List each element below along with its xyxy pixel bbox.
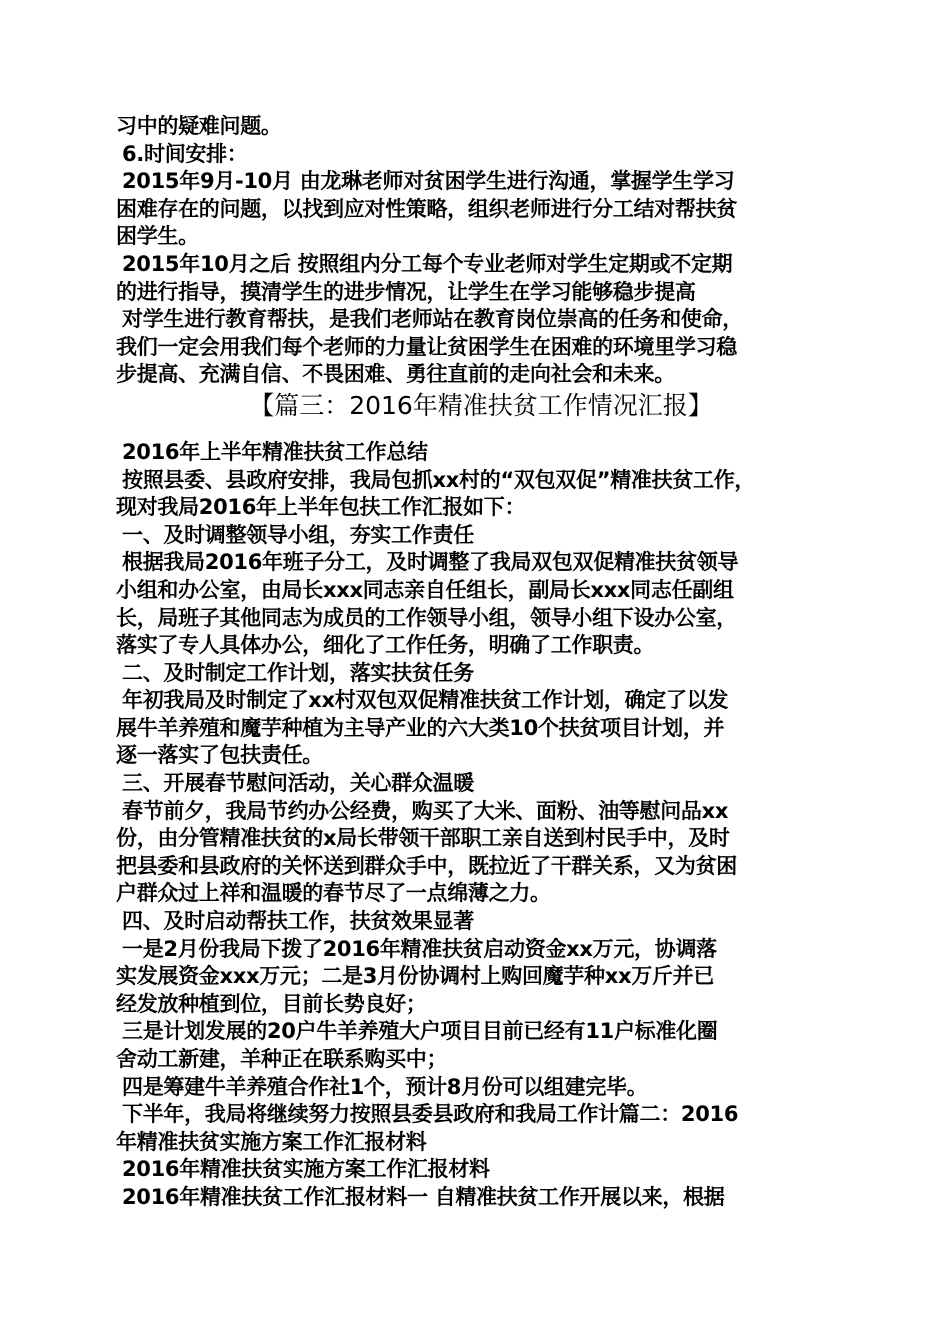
report-line: 展牛羊养殖和魔芋种植为主导产业的六大类10个扶贫项目计划，并 xyxy=(116,715,725,740)
report-line: 按照县委、县政府安排，我局包抓xx村的“双包双促”精准扶贫工作， xyxy=(122,467,756,492)
report-line: 2016年精准扶贫实施方案工作汇报材料 xyxy=(122,1157,490,1182)
report-line: 长，局班子其他同志为成员的工作领导小组，领导小组下设办公室， xyxy=(116,605,737,630)
report-line: 小组和办公室，由局长xxx同志亲自任组长，副局长xxx同志任副组 xyxy=(116,577,734,602)
paragraph-line: 6.时间安排： xyxy=(122,141,248,166)
report-line: 舍动工新建，羊种正在联系购买中； xyxy=(116,1047,448,1071)
paragraph-line: 习中的疑难问题。 xyxy=(116,114,282,138)
report-line: 2016年精准扶贫工作汇报材料一 自精准扶贫工作开展以来，根据 xyxy=(122,1184,725,1209)
paragraph-line: 2015年10月之后 按照组内分工每个专业老师对学生定期或不定期 xyxy=(122,251,733,276)
report-line: 根据我局2016年班子分工，及时调整了我局双包双促精准扶贫领导 xyxy=(122,550,739,575)
report-line: 落实了专人具体办公，细化了工作任务，明确了工作职责。 xyxy=(116,633,655,658)
paragraph-line: 困难存在的问题，以找到应对性策略，组织老师进行分工结对帮扶贫 xyxy=(116,196,737,221)
paragraph-line: 的进行指导，摸清学生的进步情况，让学生在学习能够稳步提高 xyxy=(116,279,696,304)
report-line: 现对我局2016年上半年包扶工作汇报如下： xyxy=(116,495,526,520)
text-block-before xyxy=(116,113,846,389)
report-line: 实发展资金xxx万元；二是3月份协调村上购回魔芋种xx万斤并已 xyxy=(116,964,715,989)
report-line: 2016年上半年精准扶贫工作总结 xyxy=(122,439,428,464)
report-line: 经发放种植到位，目前长势良好； xyxy=(116,991,427,1016)
report-line: 年精准扶贫实施方案工作汇报材料 xyxy=(116,1129,427,1154)
paragraph-line: 对学生进行教育帮扶，是我们老师站在教育岗位崇高的任务和使命， xyxy=(122,307,743,332)
report-line: 春节前夕，我局节约办公经费，购买了大米、面粉、油等慰问品xx xyxy=(122,798,729,823)
report-line: 一、及时调整领导小组，夯实工作责任 xyxy=(122,522,474,547)
document-page xyxy=(116,113,846,1212)
paragraph-line: 步提高、充满自信、不畏困难、勇往直前的走向社会和未来。 xyxy=(116,362,675,387)
report-line: 二、及时制定工作计划，落实扶贫任务 xyxy=(122,660,474,685)
report-line: 份，由分管精准扶贫的x局长带领干部职工亲自送到村民手中，及时 xyxy=(116,826,730,851)
text-block-after xyxy=(116,439,846,1212)
paragraph-line: 2015年9月-10月 由龙琳老师对贫困学生进行沟通，掌握学生学习 xyxy=(122,169,735,194)
report-line: 三是计划发展的20户牛羊养殖大户项目目前已经有11户标准化圈 xyxy=(122,1019,718,1044)
report-line: 四是筹建牛羊养殖合作社1个，预计8月份可以组建完毕。 xyxy=(122,1074,648,1099)
paragraph-line: 我们一定会用我们每个老师的力量让贫困学生在困难的环境里学习稳 xyxy=(116,334,737,359)
report-line: 把县委和县政府的关怀送到群众手中，既拉近了干群关系，又为贫困 xyxy=(116,853,737,878)
report-line: 下半年，我局将继续努力按照县委县政府和我局工作计篇二：2016 xyxy=(122,1102,739,1127)
report-line: 一是2月份我局下拨了2016年精准扶贫启动资金xx万元，协调落 xyxy=(122,936,717,961)
report-line: 年初我局及时制定了xx村双包双促精准扶贫工作计划，确定了以发 xyxy=(122,688,729,713)
report-line: 逐一落实了包扶责任。 xyxy=(116,743,323,768)
report-line: 四、及时启动帮扶工作，扶贫效果显著 xyxy=(122,909,474,934)
paragraph-line: 困学生。 xyxy=(116,224,199,249)
report-line: 户群众过上祥和温暖的春节尽了一点绵薄之力。 xyxy=(116,881,551,906)
report-line: 三、开展春节慰问活动，关心群众温暖 xyxy=(122,771,474,796)
section-title: 【篇三：2016年精准扶贫工作情况汇报】 xyxy=(249,390,713,420)
